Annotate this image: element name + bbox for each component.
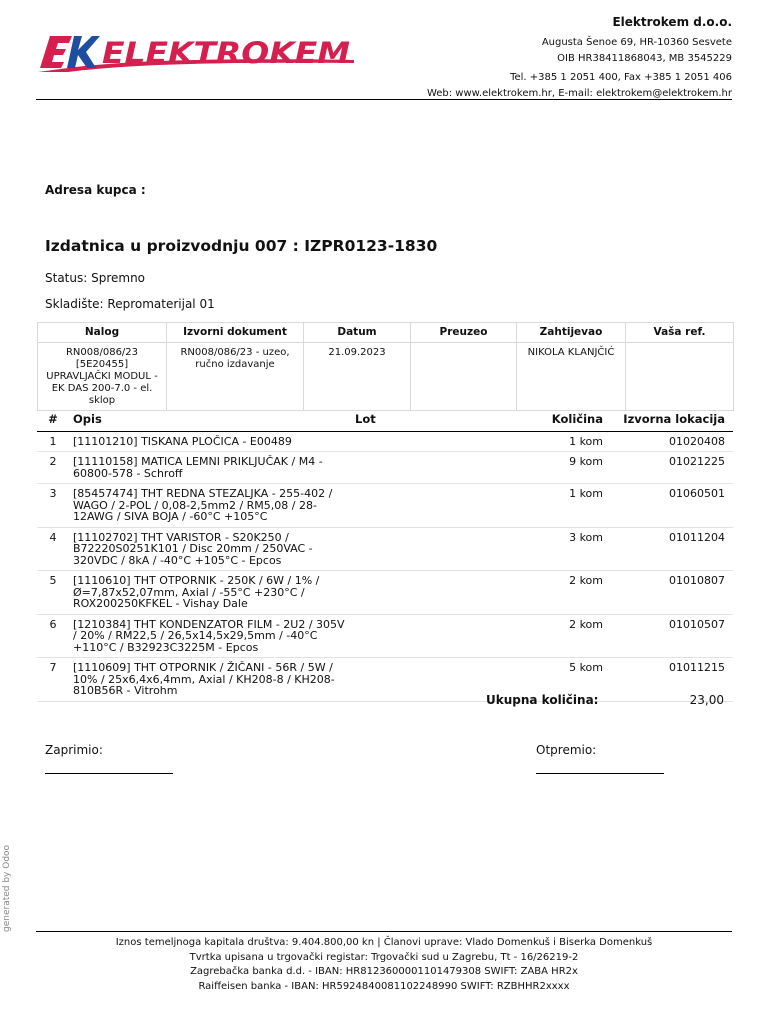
table-row	[37, 571, 733, 615]
row-quantity: 2 kom	[533, 571, 609, 615]
row-location: 01011204	[609, 527, 733, 571]
header-taken-by: Preuzeo	[411, 323, 517, 343]
row-description: [85457474] THT REDNA STEZALJKA - 255-402 / WAGO / 2-POL / 0,08-2,5mm2 / RM5,08 / 28-12AWG / SIVA BOJA / -60°C +105°C	[69, 484, 351, 528]
total-quantity-value: 23,00	[689, 693, 724, 707]
header-requested-by: Zahtijevao	[517, 323, 626, 343]
row-location: 01020408	[609, 431, 733, 452]
row-lot	[351, 571, 533, 615]
row-lot	[351, 431, 533, 452]
company-info	[427, 15, 732, 102]
cell-requested-by: NIKOLA KLANJČIĆ	[517, 343, 626, 411]
row-number: 1	[37, 431, 69, 452]
logo-wordmark: ELEKTROKEM	[102, 36, 351, 70]
header-your-ref: Vaša ref.	[626, 323, 734, 343]
cell-date: 21.09.2023	[304, 343, 411, 411]
table-row	[37, 527, 733, 571]
table-row	[37, 452, 733, 484]
info-table-header	[38, 323, 734, 343]
header-lot: Lot	[351, 411, 533, 431]
generated-by-note: generated by Odoo	[2, 844, 12, 932]
row-quantity: 9 kom	[533, 452, 609, 484]
shipped-by-label: Otpremio:	[536, 743, 597, 757]
row-number: 3	[37, 484, 69, 528]
logo-k-mark	[67, 36, 100, 68]
row-lot	[351, 452, 533, 484]
footer-registry-line: Tvrtka upisana u trgovački registar: Trgovački sud u Zagrebu, Tt - 16/26219-2	[189, 951, 579, 963]
total-quantity-label: Ukupna količina:	[486, 693, 599, 707]
cell-taken-by	[411, 343, 517, 411]
header-order: Nalog	[38, 323, 167, 343]
logo-e-mark	[40, 36, 72, 68]
customer-address-label: Adresa kupca :	[45, 183, 146, 197]
company-oib: OIB HR38411868043, MB 3545229	[557, 53, 732, 64]
footer-bank-zaba-line: Zagrebačka banka d.d. - IBAN: HR8123600001101479308 SWIFT: ZABA HR2x	[190, 966, 578, 977]
row-location: 01010807	[609, 571, 733, 615]
header-divider	[36, 99, 732, 100]
info-table	[37, 322, 734, 411]
row-number: 2	[37, 452, 69, 484]
received-by-signature-line	[45, 773, 173, 774]
table-row	[37, 658, 733, 702]
info-table-row	[38, 343, 734, 411]
row-description: [11110158] MATICA LEMNI PRIKLJUČAK / M4 - 60800-578 - Schroff	[69, 452, 351, 484]
table-row	[37, 484, 733, 528]
header-line-number: #	[37, 411, 69, 431]
header-description: Opis	[69, 411, 351, 431]
footer-divider	[36, 931, 732, 932]
table-row	[37, 614, 733, 658]
header-date: Datum	[304, 323, 411, 343]
items-table-header	[37, 411, 733, 431]
header-quantity: Količina	[533, 411, 609, 431]
company-web: Web: www.elektrokem.hr, E-mail: elektrokem@elektrokem.hr	[426, 88, 732, 99]
company-name: Elektrokem d.o.o.	[612, 15, 732, 29]
row-location: 01060501	[609, 484, 733, 528]
row-description: [1110610] THT OTPORNIK - 250K / 6W / 1% / Ø=7,87x52,07mm, Axial / -55°C +230°C / ROX200250KFKEL - Vishay Dale	[69, 571, 351, 615]
row-quantity: 2 kom	[533, 614, 609, 658]
row-number: 7	[37, 658, 69, 702]
cell-your-ref	[626, 343, 734, 411]
cell-order: RN008/086/23 [5E20455] UPRAVLJAČKI MODUL - EK DAS 200-7.0 - el. sklop	[38, 343, 167, 411]
header-source-document: Izvorni dokument	[167, 323, 304, 343]
row-number: 5	[37, 571, 69, 615]
elektrokem-logo	[38, 30, 354, 76]
row-lot	[351, 614, 533, 658]
row-description: [11101210] TISKANA PLOČICA - E00489	[69, 431, 351, 452]
row-location: 01010507	[609, 614, 733, 658]
row-number: 6	[37, 614, 69, 658]
row-lot	[351, 484, 533, 528]
header-source-location: Izvorna lokacija	[609, 411, 733, 431]
row-quantity: 1 kom	[533, 484, 609, 528]
row-description: [11102702] THT VARISTOR - S20K250 / B72220S0251K101 / Disc 20mm / 250VAC - 320VDC / 8kA / -40°C +105°C - Epcos	[69, 527, 351, 571]
company-phone: Tel. +385 1 2051 400, Fax +385 1 2051 406	[510, 72, 732, 83]
cell-source-document: RN008/086/23 - uzeo, ručno izdavanje	[167, 343, 304, 411]
row-description: [1210384] THT KONDENZATOR FILM - 2U2 / 305V / 20% / RM22,5 / 26,5x14,5x29,5mm / -40°C +110°C / B32923C3225M - Epcos	[69, 614, 351, 658]
table-row	[37, 431, 733, 452]
footer-bank-raiffeisen-line: Raiffeisen banka - IBAN: HR5924840081102248990 SWIFT: RZBHHR2xxxx	[198, 980, 570, 992]
row-number: 4	[37, 527, 69, 571]
document-warehouse: Skladište: Repromaterijal 01	[45, 297, 215, 311]
company-address: Augusta Šenoe 69, HR-10360 Sesvete	[541, 37, 732, 48]
row-location: 01011215	[609, 658, 733, 702]
row-lot	[351, 527, 533, 571]
row-quantity: 1 kom	[533, 431, 609, 452]
received-by-label: Zaprimio:	[45, 743, 103, 757]
row-quantity: 5 kom	[533, 658, 609, 702]
document-status: Status: Spremno	[45, 271, 146, 285]
row-location: 01021225	[609, 452, 733, 484]
row-description: [1110609] THT OTPORNIK / ŽIČANI - 56R / 5W / 10% / 25x6,4x6,4mm, Axial / KH208-8 / KH208-810B56R - Vitrohm	[69, 658, 351, 702]
document-title: Izdatnica u proizvodnju 007 : IZPR0123-1830	[45, 237, 438, 255]
items-table	[37, 411, 733, 702]
footer-capital-line: Iznos temeljnoga kapitala društva: 9.404.800,00 kn | Članovi uprave: Vlado Domenkuš i Biserka Domenkuš	[115, 937, 653, 948]
footer	[36, 936, 732, 994]
shipped-by-signature-line	[536, 773, 664, 774]
row-quantity: 3 kom	[533, 527, 609, 571]
